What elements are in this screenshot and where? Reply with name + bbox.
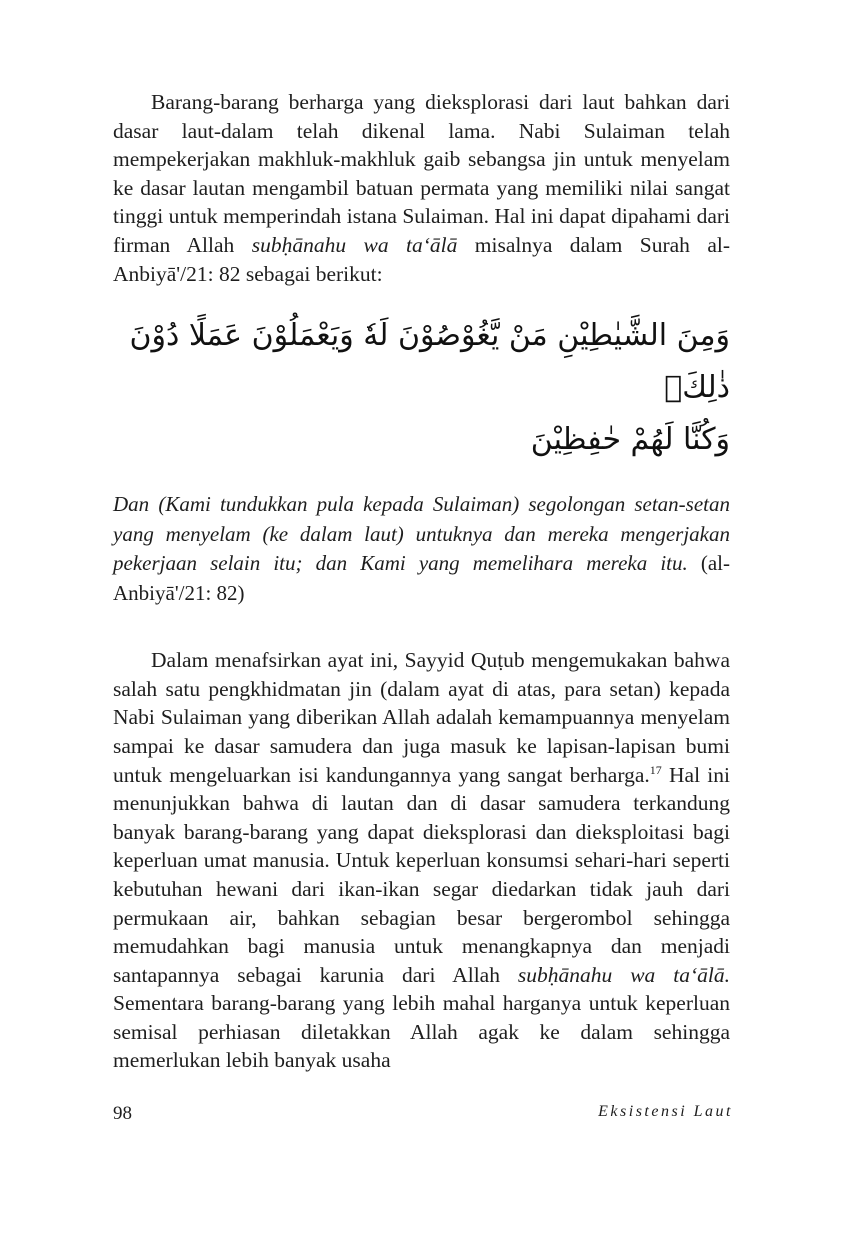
page-body [113,88,730,1075]
page-number: 98 [113,1103,132,1124]
paragraph-intro [113,88,730,288]
paragraph-tafsir-italic: subḥānahu wa ta‘ālā. [517,962,730,987]
page-footer [113,1103,733,1125]
paragraph-tafsir-text-c: Sementara barang-barang yang lebih mahal harganya untuk keperluan semisal perhiasan diletakkan Allah agak ke dalam sehingga memerlukan lebih banyak usaha [113,991,730,1073]
footnote-marker: 17 [649,762,662,777]
paragraph-intro-text-a: Barang-barang berharga yang dieksplorasi dari laut bahkan dari dasar laut-dalam telah dikenal lama. Nabi Sulaiman telah mempekerjakan makhluk-makhluk gaib sebangsa jin untuk menyelam ke dasar lautan mengambil batuan permata yang memiliki nilai sangat tinggi untuk memperindah istana Sulaiman. Hal ini dapat dipahami dari firman Allah [113,90,730,257]
quran-verse-line-2: وَكُنَّا لَهُمْ حٰفِظِيْنَ [530,422,730,458]
paragraph-tafsir [113,646,730,1075]
paragraph-intro-text-b: misalnya dalam Surah al-Anbiyā'/21: 82 sebagai berikut: [113,232,730,286]
quran-verse [113,310,730,466]
paragraph-tafsir-text-a: Dalam menafsirkan ayat ini, Sayyid Quṭub mengemukakan bahwa salah satu pengkhidmatan jin (dalam ayat di atas, para setan) kepada Nabi Sulaiman yang diberikan Allah adalah kemampuannya menyelam sampai ke dasar samudera dan juga masuk ke lapisan-lapisan bumi untuk mengeluarkan isi kandungannya yang sangat berharga. [113,648,730,787]
verse-reference: (al-Anbiyā'/21: 82) [113,551,730,605]
verse-translation-text: Dan (Kami tundukkan pula kepada Sulaiman) segolongan setan-setan yang menyelam (ke dalam laut) untuknya dan mereka mengerjakan pekerjaan selain itu; dan Kami yang memelihara mereka itu. [113,492,730,576]
paragraph-tafsir-text-b: Hal ini menunjukkan bahwa di lautan dan di dasar samudera terkandung banyak barang-barang yang dapat dieksplorasi dan dieksploitasi bagi keperluan umat manusia. Untuk keperluan konsumsi sehari-hari seperti kebutuhan hewani dari ikan-ikan segar diedarkan tidak jauh dari permukaan air, bahkan sebagian besar bergerombol sehingga memudahkan bagi manusia untuk menangkapnya dan menjadi santapannya sebagai karunia dari Allah [113,762,730,987]
running-title: Eksistensi Laut [598,1103,733,1120]
verse-translation [113,490,730,608]
paragraph-intro-italic: subḥānahu wa ta‘ālā [251,232,458,257]
quran-verse-line-1: وَمِنَ الشَّيٰطِيْنِ مَنْ يَّغُوْصُوْنَ لَهٗ وَيَعْمَلُوْنَ عَمَلًا دُوْنَ ذٰلِكَۚ [129,318,730,406]
